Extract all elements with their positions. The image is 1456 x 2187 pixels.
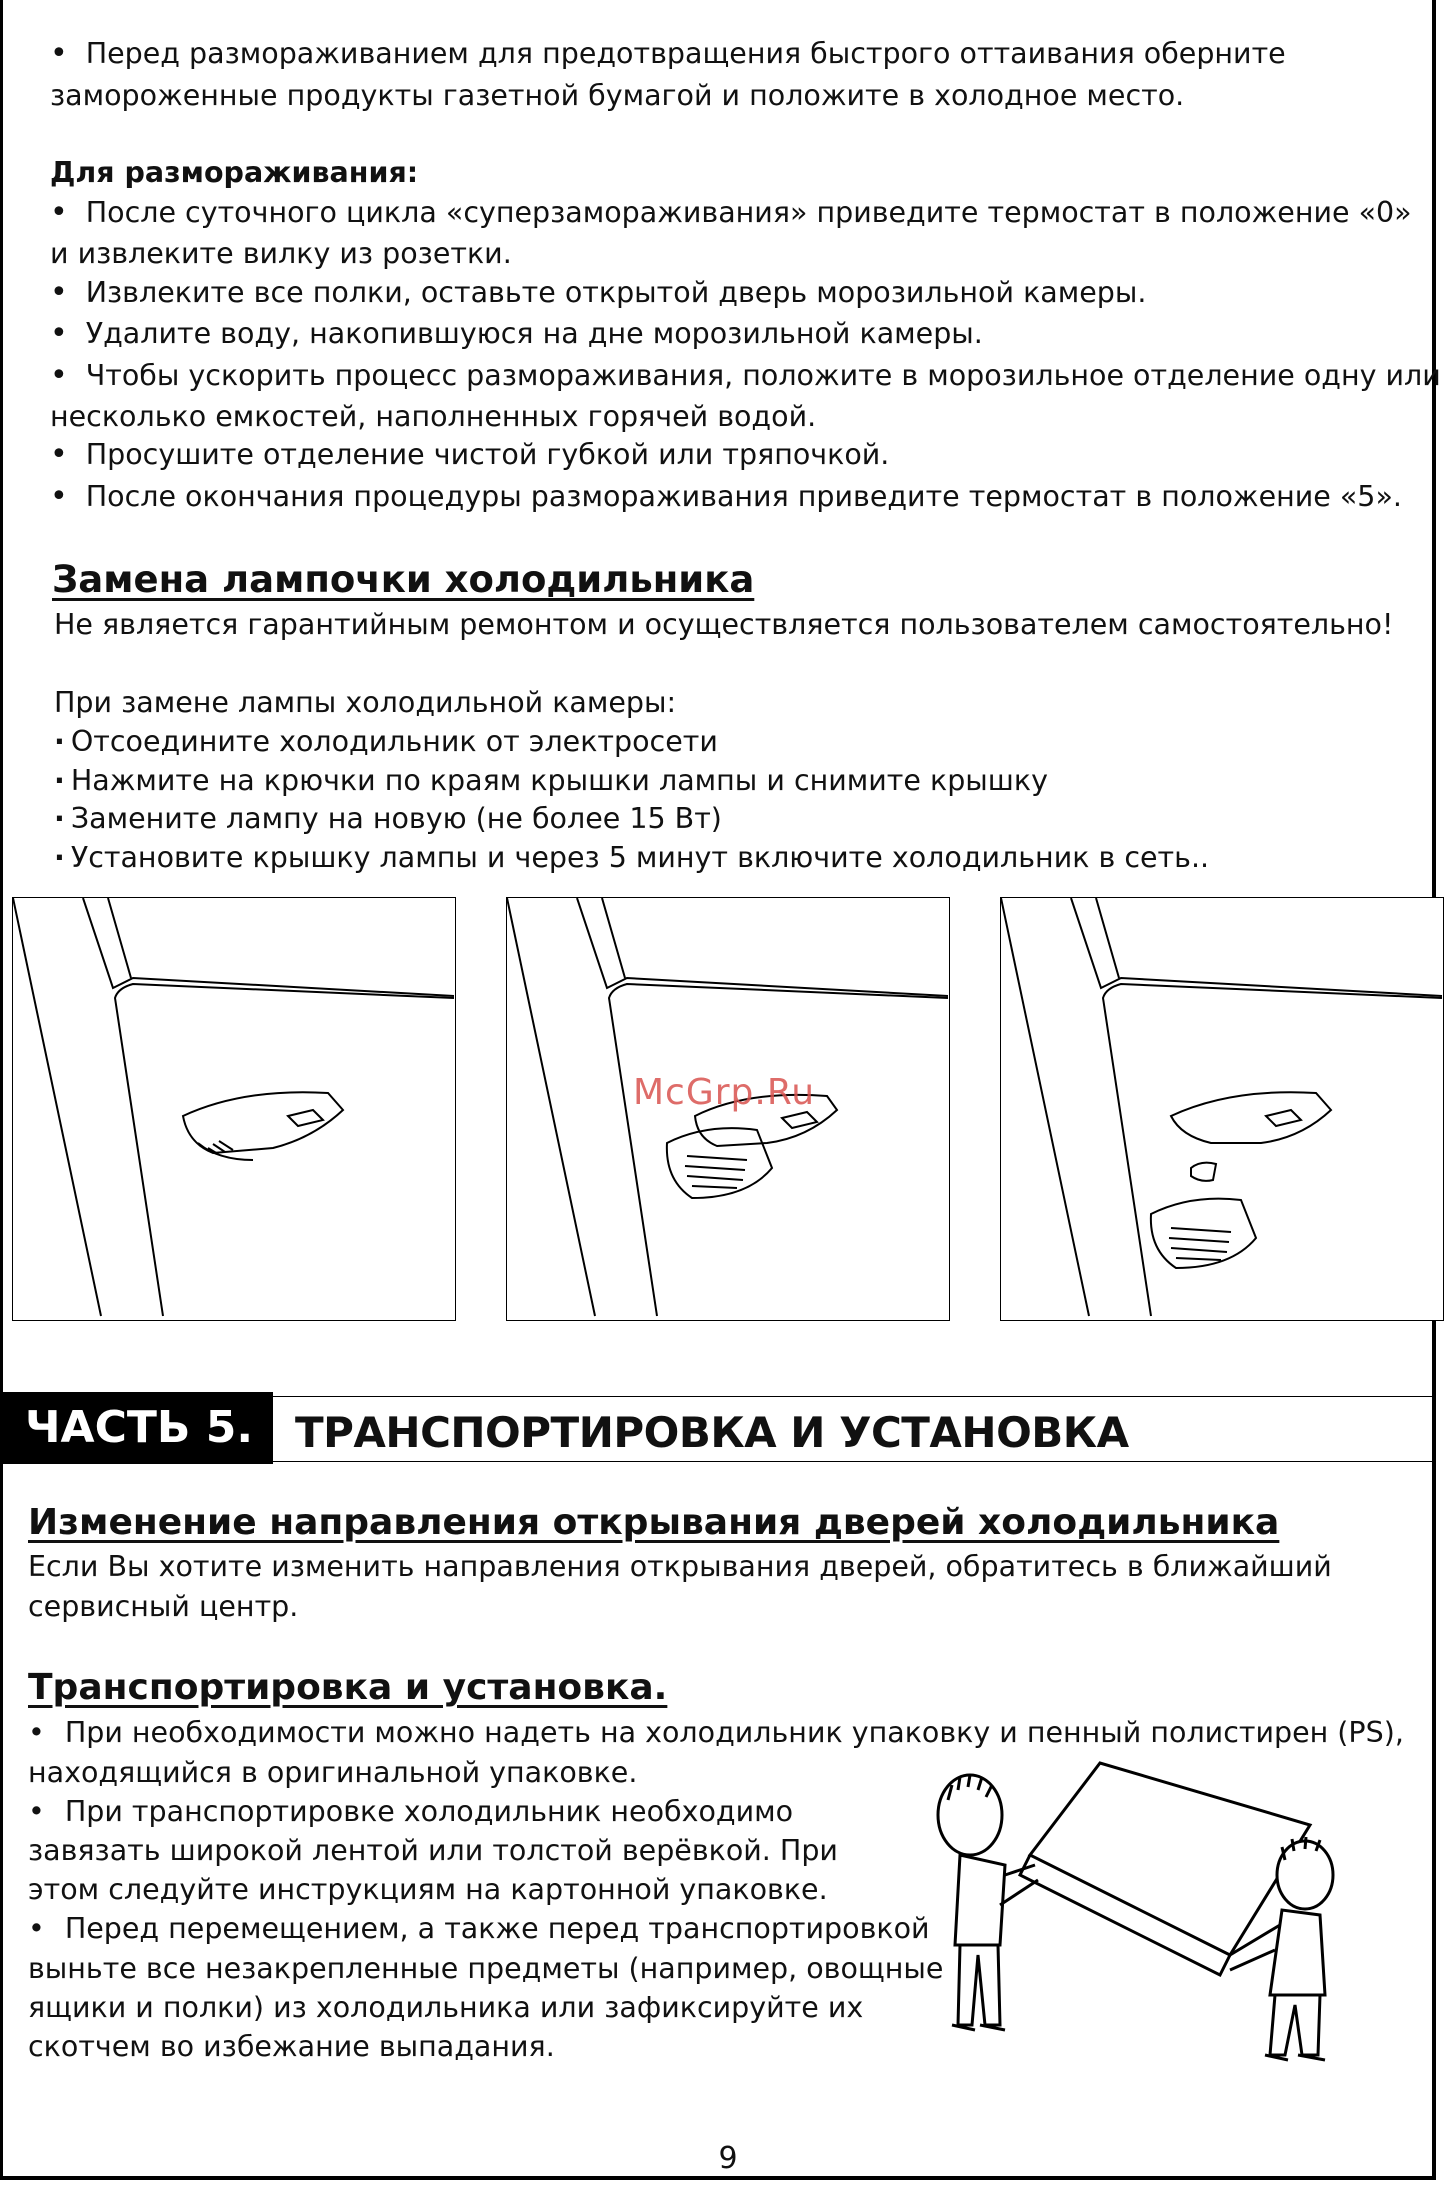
lamp-warning: Не является гарантийным ремонтом и осуществляется пользователем самостоятельно! <box>54 608 1394 641</box>
transport-line: находящийся в оригинальной упаковке. <box>28 1756 638 1789</box>
defrost-intro-line2: замороженные продукты газетной бумагой и положите в холодное место. <box>50 79 1185 112</box>
transport-line: ящики и полки) из холодильника или зафиксируйте их <box>28 1991 864 2024</box>
part-label: ЧАСТЬ 5. <box>3 1392 273 1464</box>
defrost-item: • Просушите отделение чистой губкой или тряпочкой. <box>50 435 889 475</box>
defrost-heading: Для размораживания: <box>50 156 419 189</box>
transport-line: этом следуйте инструкциям на картонной упаковке. <box>28 1873 828 1906</box>
defrost-intro-line1: • Перед размораживанием для предотвращения быстрого оттаивания оберните <box>50 34 1286 74</box>
doors-line1: Если Вы хотите изменить направления открывания дверей, обратитесь в ближайший <box>28 1550 1332 1583</box>
transport-line: выньте все незакрепленные предметы (например, овощные <box>28 1952 944 1985</box>
watermark: McGrp.Ru <box>633 1072 816 1113</box>
lamp-figure-1 <box>12 897 456 1321</box>
transport-line: завязать широкой лентой или толстой верёвкой. При <box>28 1834 838 1867</box>
lamp-intro: При замене лампы холодильной камеры: <box>54 686 677 719</box>
transport-line: • При необходимости можно надеть на холодильник упаковку и пенный полистирен (PS), <box>28 1716 1404 1749</box>
page-number: 9 <box>718 2141 738 2176</box>
defrost-item: • После окончания процедуры размораживания приведите термостат в положение «5». <box>50 477 1402 517</box>
lamp-step: · Замените лампу на новую (не более 15 Вт) <box>54 799 722 839</box>
defrost-item: • После суточного цикла «суперзамораживания» приведите термостат в положение «0» <box>50 193 1412 233</box>
lamp-heading: Замена лампочки холодильника <box>52 558 755 601</box>
defrost-item: и извлеките вилку из розетки. <box>50 237 512 270</box>
lamp-step: · Отсоедините холодильник от электросети <box>54 722 718 762</box>
part-title: ТРАНСПОРТИРОВКА И УСТАНОВКА <box>273 1396 1433 1462</box>
lamp-step: · Нажмите на крючки по краям крышки лампы и снимите крышку <box>54 761 1048 801</box>
lamp-step: · Установите крышку лампы и через 5 минут включите холодильник в сеть.. <box>54 838 1209 878</box>
doors-line2: сервисный центр. <box>28 1590 299 1623</box>
transport-line: • При транспортировке холодильник необходимо <box>28 1795 794 1828</box>
transport-line: скотчем во избежание выпадания. <box>28 2030 555 2063</box>
lamp-figure-3 <box>1000 897 1444 1321</box>
transport-line: • Перед перемещением, а также перед транспортировкой <box>28 1912 930 1945</box>
defrost-item: несколько емкостей, наполненных горячей водой. <box>50 400 817 433</box>
defrost-item: • Удалите воду, накопившуюся на дне морозильной камеры. <box>50 314 983 354</box>
people-carrying-fridge-illustration <box>930 1755 1350 2075</box>
doors-heading: Изменение направления открывания дверей холодильника <box>28 1502 1280 1543</box>
part-banner <box>0 1392 1436 1467</box>
transport-heading: Транспортировка и установка. <box>28 1667 668 1708</box>
defrost-item: • Чтобы ускорить процесс размораживания, положите в морозильное отделение одну или <box>50 356 1441 396</box>
defrost-item: • Извлеките все полки, оставьте открытой дверь морозильной камеры. <box>50 273 1146 313</box>
